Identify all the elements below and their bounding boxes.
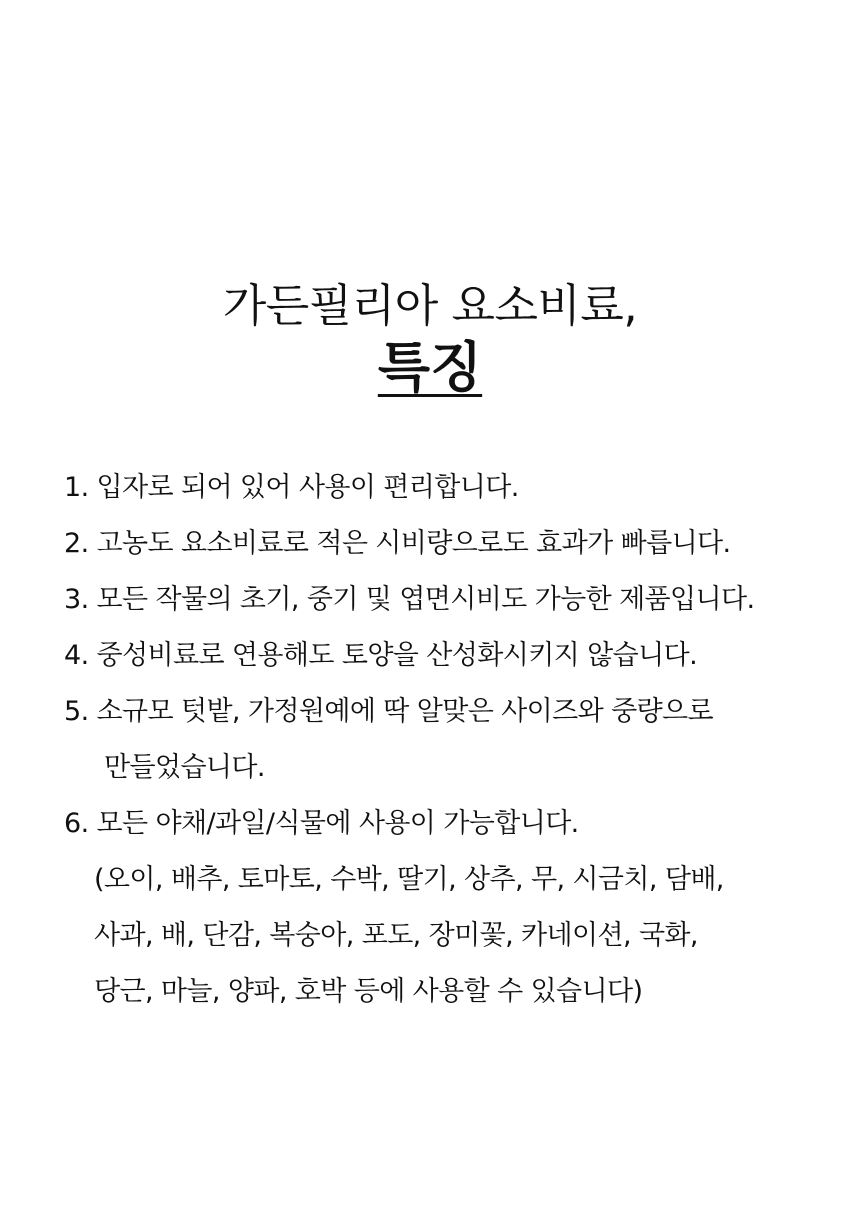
feature-item-6-detail-2: 사과, 배, 단감, 복숭아, 포도, 장미꽃, 카네이션, 국화, (94, 920, 698, 951)
feature-item-5: 5. 소규모 텃밭, 가정원예에 딱 알맞은 사이즈와 중량으로 (64, 696, 714, 727)
feature-item-6-detail-1: (오이, 배추, 토마토, 수박, 딸기, 상추, 무, 시금치, 담배, (94, 864, 724, 895)
subtitle-text: 특징 (377, 336, 483, 399)
page-subtitle (0, 336, 860, 413)
page-title: 가든필리아 요소비료, (222, 279, 638, 332)
feature-item-3: 3. 모든 작물의 초기, 중기 및 엽면시비도 가능한 제품입니다. (64, 584, 755, 615)
feature-item-2: 2. 고농도 요소비료로 적은 시비량으로도 효과가 빠릅니다. (64, 528, 731, 559)
feature-item-4: 4. 중성비료로 연용해도 토양을 산성화시키지 않습니다. (64, 640, 698, 671)
feature-list (64, 466, 844, 1026)
feature-item-6-detail-3: 당근, 마늘, 양파, 호박 등에 사용할 수 있습니다) (94, 976, 643, 1007)
feature-item-5-continued: 만들었습니다. (104, 752, 265, 783)
feature-item-6: 6. 모든 야채/과일/식물에 사용이 가능합니다. (64, 808, 579, 839)
feature-item-1: 1. 입자로 되어 있어 사용이 편리합니다. (64, 472, 519, 503)
